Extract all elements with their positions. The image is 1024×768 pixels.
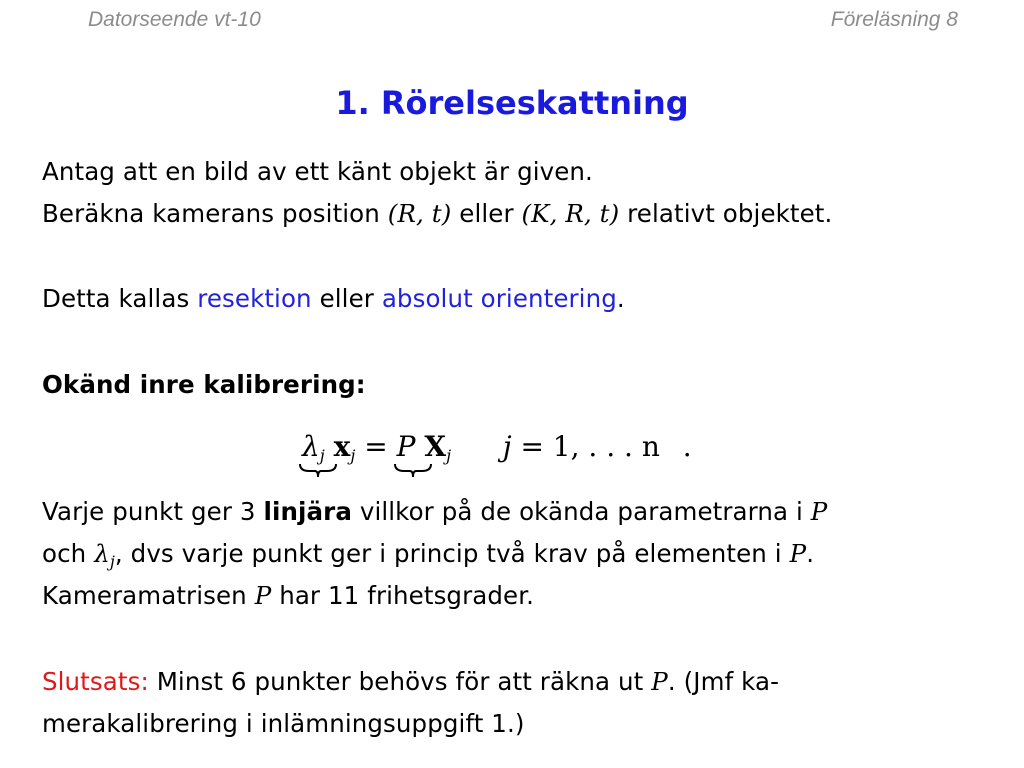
line-1-text: Antag att en bild av ett känt objekt är given. <box>42 157 593 186</box>
section-heading-unknown-calibration <box>42 370 366 399</box>
eq-lambda-sub: j <box>319 446 325 465</box>
math-lambda: λ <box>94 539 110 568</box>
line-6-post: . <box>806 539 815 568</box>
eq-dot: . <box>682 430 692 463</box>
math-K-R-t: (K, R, t) <box>521 199 620 228</box>
underbrace-icon <box>300 464 336 478</box>
header-lecture: Föreläsning 8 <box>830 8 958 31</box>
line-3-mid: eller <box>319 284 374 313</box>
eq-lambda: λ <box>302 430 320 463</box>
text-line-2 <box>42 199 832 228</box>
underbrace-icon <box>395 464 431 478</box>
eq-P: P <box>396 430 416 463</box>
eq-x-sub: j <box>350 446 356 465</box>
eq-range: = 1, . . . n <box>520 430 660 463</box>
math-P-2: P <box>789 539 807 568</box>
line-4-text: Okänd inre kalibrering: <box>42 370 366 399</box>
P-underbrace-group <box>397 430 416 463</box>
math-lambda-sub: j <box>109 552 115 571</box>
line-2-pre: Beräkna kamerans position <box>42 199 380 228</box>
eq-x: x <box>333 430 351 463</box>
eq-j: j <box>502 430 512 463</box>
math-P-3: P <box>254 581 272 610</box>
math-P-4: P <box>651 667 668 696</box>
line-2-post: relativt objektet. <box>627 199 833 228</box>
line-8-pre: Minst 6 punkter behövs för att räkna ut <box>156 667 644 696</box>
text-line-9 <box>42 709 525 738</box>
line-8-post: . (Jmf ka- <box>667 667 780 696</box>
eq-X: X <box>424 430 447 463</box>
line-9-text: merakalibrering i inlämningsuppgift 1.) <box>42 709 525 738</box>
eq-X-sub: j <box>446 446 452 465</box>
math-P-1: P <box>810 497 828 526</box>
line-7-post: har 11 frihetsgrader. <box>279 581 535 610</box>
slide-title: 1. Rörelseskattning <box>335 84 689 122</box>
line-6-mid: , dvs varje punkt ger i princip två krav på elementen i <box>114 539 782 568</box>
line-5-bold: linjära <box>263 497 352 526</box>
line-3-post: . <box>616 284 625 313</box>
lambda-underbrace-group <box>302 430 325 463</box>
text-line-8 <box>42 667 779 696</box>
term-absolut-orientering: absolut orientering <box>381 284 617 313</box>
text-line-6 <box>42 539 815 571</box>
header-course: Datorseende vt-10 <box>88 8 261 31</box>
term-resektion: resektion <box>197 284 312 313</box>
text-line-1 <box>42 157 593 186</box>
line-5-pre: Varje punkt ger 3 <box>42 497 256 526</box>
text-line-3 <box>42 284 625 313</box>
line-7-pre: Kameramatrisen <box>42 581 247 610</box>
math-R-t: (R, t) <box>387 199 452 228</box>
line-6-pre: och <box>42 539 87 568</box>
text-line-7 <box>42 581 534 610</box>
projection-equation <box>302 430 692 463</box>
conclusion-label: Slutsats: <box>42 667 149 696</box>
line-2-mid: eller <box>459 199 514 228</box>
text-line-5 <box>42 497 827 526</box>
line-3-pre: Detta kallas <box>42 284 190 313</box>
line-5-mid: villkor på de okända parametrarna i <box>359 497 803 526</box>
eq-equals: = <box>364 430 388 463</box>
